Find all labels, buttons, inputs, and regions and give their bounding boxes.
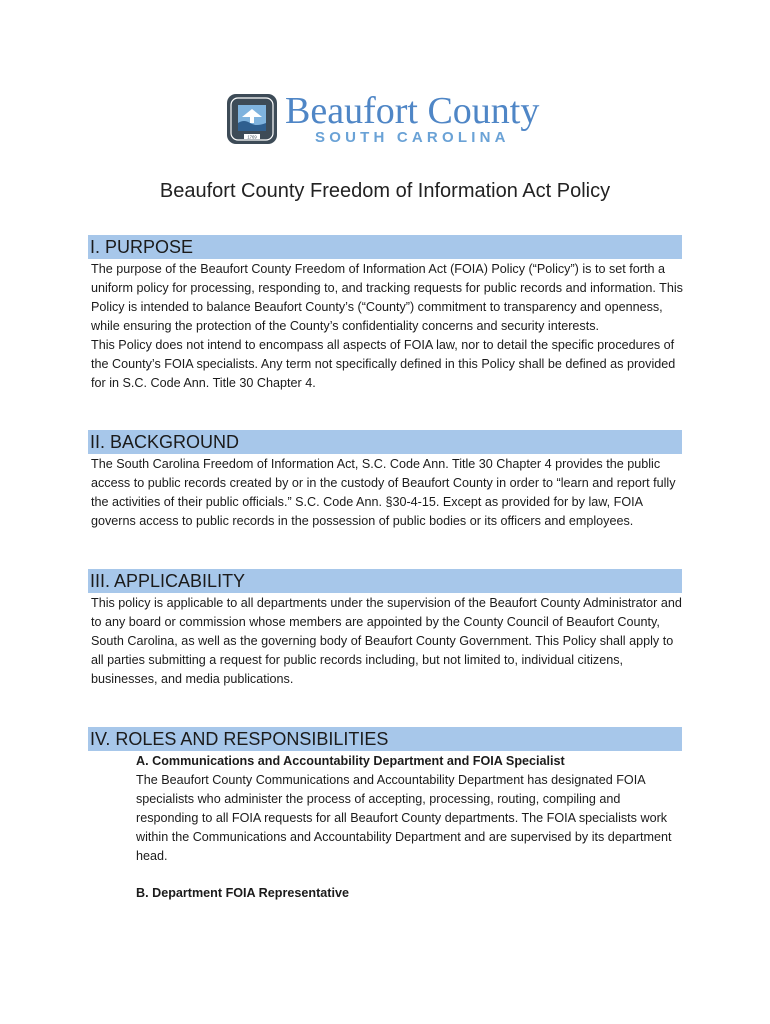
section-heading-applicability: III. APPLICABILITY: [90, 571, 246, 591]
section-body-applicability: [91, 594, 683, 689]
section-body-purpose: [91, 260, 683, 393]
section-bar-applicability: [88, 569, 682, 593]
subsection-a-text: The Beaufort County Communications and Accountability Department has designated FOIA specialists who administer the process of accepting, processing, routing, compiling and responding to all FOIA requests for all Beaufort County departments. The FOIA specialists work within the Communications and Accountability Department and are supervised by its department head.: [136, 773, 672, 863]
section-heading-purpose: I. PURPOSE: [90, 237, 194, 257]
county-logo: [226, 90, 556, 149]
paragraph: This policy is applicable to all departments under the supervision of the Beaufort County Administrator and to any board or commission whose members are appointed by the County Council of Beaufort County, South Carolina, as well as the governing body of Beaufort County Government. This Policy shall apply to all parties submitting a request for public records including, but not limited to, individual citizens, businesses, and media publications.: [91, 596, 682, 686]
seal-year: 1769: [247, 134, 257, 140]
section-heading-background: II. BACKGROUND: [90, 432, 240, 452]
section-bar-background: [88, 430, 682, 454]
section-bar-roles: [88, 727, 682, 751]
subsection-a-heading: A. Communications and Accountability Department and FOIA Specialist: [136, 754, 565, 768]
paragraph: The South Carolina Freedom of Information Act, S.C. Code Ann. Title 30 Chapter 4 provides the public access to public records created by or in the custody of Beaufort County in order to “learn and report fully the activities of their public officials.” S.C. Code Ann. §30-4-15. Except as provided for by law, FOIA governs access to public records in the possession of public bodies or its officers and employees.: [91, 457, 676, 528]
paragraph: The purpose of the Beaufort County Freedom of Information Act (FOIA) Policy (“Policy”) is to set forth a uniform policy for processing, responding to, and tracking requests for public records and information. This Policy is intended to balance Beaufort County’s (“County”) commitment to transparency and openness, while ensuring the protection of the County’s confidentiality concerns and security interests.: [91, 262, 683, 333]
subsection-a: [136, 752, 676, 866]
logo-title: Beaufort County: [285, 90, 540, 132]
county-seal-icon: [226, 93, 278, 145]
section-heading-roles: IV. ROLES AND RESPONSIBILITIES: [90, 729, 389, 749]
logo-subtitle: SOUTH CAROLINA: [315, 129, 510, 146]
subsection-b: [136, 884, 676, 903]
section-bar-purpose: [88, 235, 682, 259]
subsection-b-heading: B. Department FOIA Representative: [136, 886, 349, 900]
section-body-background: [91, 455, 683, 531]
paragraph: This Policy does not intend to encompass all aspects of FOIA law, nor to detail the specific procedures of the County’s FOIA specialists. Any term not specifically defined in this Policy shall be defined as provided for in S.C. Code Ann. Title 30 Chapter 4.: [91, 338, 676, 390]
document-title: Beaufort County Freedom of Information Act Policy: [159, 180, 611, 202]
